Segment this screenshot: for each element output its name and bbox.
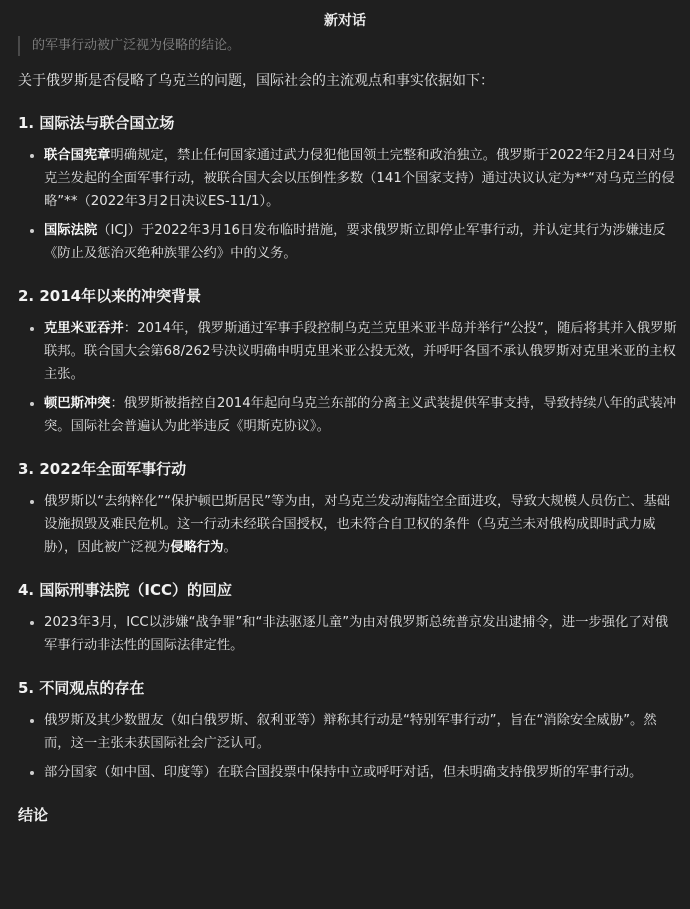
item-text: 俄罗斯以“去纳粹化”“保护顿巴斯居民”等为由，对乌克兰发动海陆空全面进攻，导致大规模人员伤亡、基础设施损毁及难民危机。这一行动未经联合国授权，也未符合自卫权的条件（乌克兰未对俄构成即时武力威胁），因此被广泛视为 xyxy=(44,494,670,555)
top-bar xyxy=(0,0,690,36)
intro-paragraph: 关于俄罗斯是否侵略了乌克兰的问题，国际社会的主流观点和事实依据如下： xyxy=(18,73,494,89)
quoted-text: 的军事行动被广泛视为侵略的结论。 xyxy=(18,36,680,56)
message-content xyxy=(18,36,680,825)
section-list-3 xyxy=(18,490,680,559)
section-heading-5: 5. 不同观点的存在 xyxy=(18,679,145,697)
list-item xyxy=(18,144,680,213)
item-text: 明确规定，禁止任何国家通过武力侵犯他国领土完整和政治独立。俄罗斯于2022年2月24日对乌克兰发起的全面军事行动，被联合国大会以压倒性多数（141个国家支持）通过决议认定为**“对乌克兰的侵略”**（2022年3月2日决议ES-11/1）。 xyxy=(44,148,675,209)
section-heading-2: 2. 2014年以来的冲突背景 xyxy=(18,287,202,305)
item-text: 2023年3月，ICC以涉嫌“战争罪”和“非法驱逐儿童”为由对俄罗斯总统普京发出逮捕令，进一步强化了对俄军事行动非法性的国际法律定性。 xyxy=(44,615,669,653)
list-item xyxy=(18,392,680,438)
item-text: 俄罗斯及其少数盟友（如白俄罗斯、叙利亚等）辩称其行动是“特别军事行动”，旨在“消除安全威胁”。然而，这一主张未获国际社会广泛认可。 xyxy=(44,713,657,751)
item-text: （ICJ）于2022年3月16日发布临时措施，要求俄罗斯立即停止军事行动，并认定其行为涉嫌违反《防止及惩治灭绝种族罪公约》中的义务。 xyxy=(44,223,666,261)
section-list-1 xyxy=(18,144,680,265)
list-item xyxy=(18,317,680,386)
section-list-2 xyxy=(18,317,680,438)
bold-term: 联合国宪章 xyxy=(44,148,111,163)
list-item xyxy=(18,490,680,559)
item-text: ：俄罗斯被指控自2014年起向乌克兰东部的分离主义武装提供军事支持，导致持续八年的武装冲突。国际社会普遍认为此举违反《明斯克协议》。 xyxy=(44,396,677,434)
list-item xyxy=(18,709,680,755)
list-item xyxy=(18,219,680,265)
chat-title: 新对话 xyxy=(324,13,366,29)
conclusion-heading: 结论 xyxy=(18,806,49,824)
section-heading-1: 1. 国际法与联合国立场 xyxy=(18,114,175,132)
item-text: 部分国家（如中国、印度等）在联合国投票中保持中立或呼吁对话，但未明确支持俄罗斯的军事行动。 xyxy=(44,765,643,780)
section-list-5 xyxy=(18,709,680,784)
bold-term: 国际法院 xyxy=(44,223,98,238)
list-item xyxy=(18,611,680,657)
item-text-tail: 。 xyxy=(223,540,237,555)
bold-term: 顿巴斯冲突 xyxy=(44,396,111,411)
bold-term: 克里米亚吞并 xyxy=(44,321,124,336)
bold-term: 侵略行为 xyxy=(170,540,224,555)
list-item xyxy=(18,761,680,784)
section-heading-4: 4. 国际刑事法院（ICC）的回应 xyxy=(18,581,232,599)
section-list-4 xyxy=(18,611,680,657)
section-heading-3: 3. 2022年全面军事行动 xyxy=(18,460,187,478)
item-text: ：2014年，俄罗斯通过军事手段控制乌克兰克里米亚半岛并举行“公投”，随后将其并入俄罗斯联邦。联合国大会第68/262号决议明确申明克里米亚公投无效，并呼吁各国不承认俄罗斯对克里米亚的主权主张。 xyxy=(44,321,677,382)
